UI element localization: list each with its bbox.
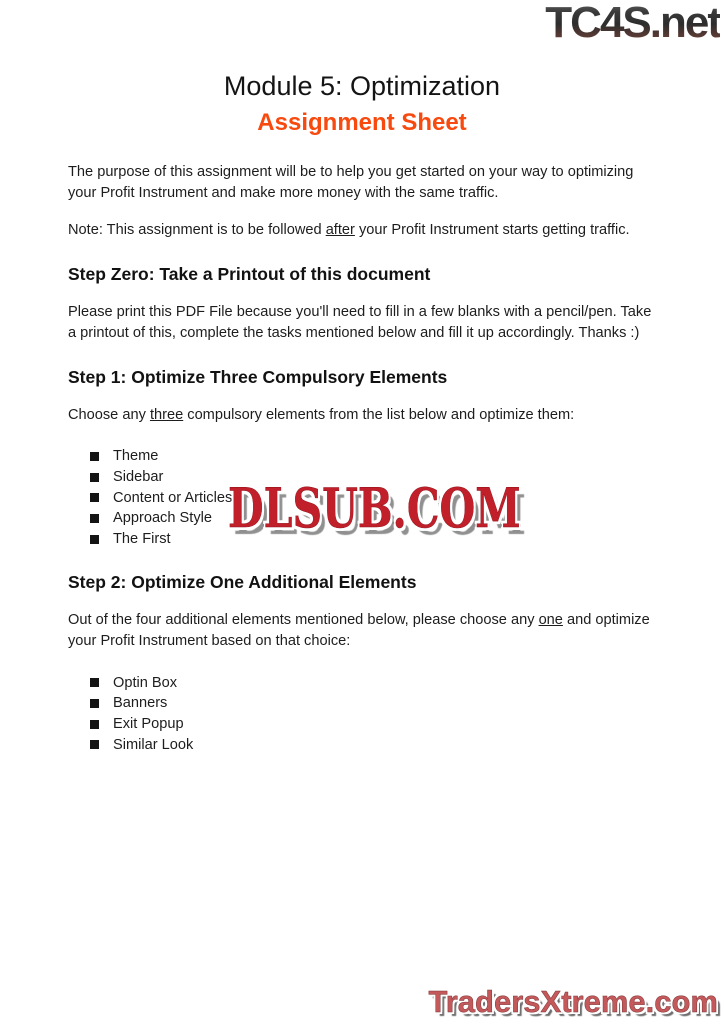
list-item-label: Exit Popup — [113, 716, 184, 733]
square-bullet-icon — [90, 720, 99, 729]
list-item-label: Similar Look — [113, 736, 194, 753]
tradersxtreme-logo: TradersXtreme.com — [428, 984, 718, 1019]
note-paragraph — [68, 220, 656, 241]
list-item — [90, 714, 656, 735]
list-item — [90, 693, 656, 714]
list-item — [90, 672, 656, 693]
square-bullet-icon — [90, 535, 99, 544]
page-title: Module 5: Optimization — [223, 71, 501, 101]
step-two-heading: Step 2: Optimize One Additional Elements — [68, 572, 417, 593]
note-text-pre: Note: This assignment is to be followed — [68, 222, 326, 238]
square-bullet-icon — [90, 473, 99, 482]
square-bullet-icon — [90, 493, 99, 502]
list-item-label: The First — [113, 531, 171, 548]
step-two-text-post: and optimize your Profit Instrument based on that choice: — [68, 612, 650, 650]
list-item — [90, 446, 656, 467]
step-one-intro — [68, 405, 656, 426]
step-two-text-pre: Out of the four additional elements mentioned below, please choose any — [68, 612, 539, 629]
step-two-list — [68, 672, 656, 755]
step-one-text-post: compulsory elements from the list below and optimize them: — [183, 407, 575, 423]
step-one-heading: Step 1: Optimize Three Compulsory Elements — [68, 367, 448, 387]
square-bullet-icon — [90, 678, 99, 687]
dlsub-watermark: DLSUB.COM — [228, 476, 521, 540]
square-bullet-icon — [90, 740, 99, 749]
note-underlined-word: after — [325, 222, 355, 238]
list-item-label: Optin Box — [113, 674, 178, 691]
list-item-label: Banners — [113, 695, 168, 712]
tc4s-logo: TC4S.net — [545, 0, 720, 47]
document-content — [0, 70, 724, 755]
list-item — [90, 735, 656, 756]
step-two-intro — [68, 610, 656, 652]
list-item-label: Approach Style — [113, 510, 212, 527]
square-bullet-icon — [90, 514, 99, 523]
list-item-label: Theme — [113, 448, 159, 465]
step-zero-heading: Step Zero: Take a Printout of this document — [68, 264, 431, 284]
step-two-underlined-word: one — [538, 612, 563, 629]
square-bullet-icon — [90, 699, 99, 708]
page-subtitle: Assignment Sheet — [257, 109, 467, 136]
step-one-text-pre: Choose any — [68, 407, 150, 423]
note-text-post: your Profit Instrument starts getting traffic. — [354, 222, 630, 238]
step-zero-body: Please print this PDF File because you'll need to fill in a few blanks with a pencil/pen. Take a printout of this, complete the tasks mentioned below and fill it up accordingly. Thanks :) — [68, 304, 652, 341]
list-item-label: Content or Articles — [113, 489, 233, 506]
list-item-label: Sidebar — [113, 469, 164, 486]
intro-paragraph: The purpose of this assignment will be to help you get started on your way to optimizing your Profit Instrument and make more money with the same traffic. — [68, 164, 634, 201]
step-one-underlined-word: three — [149, 407, 184, 423]
square-bullet-icon — [90, 452, 99, 461]
